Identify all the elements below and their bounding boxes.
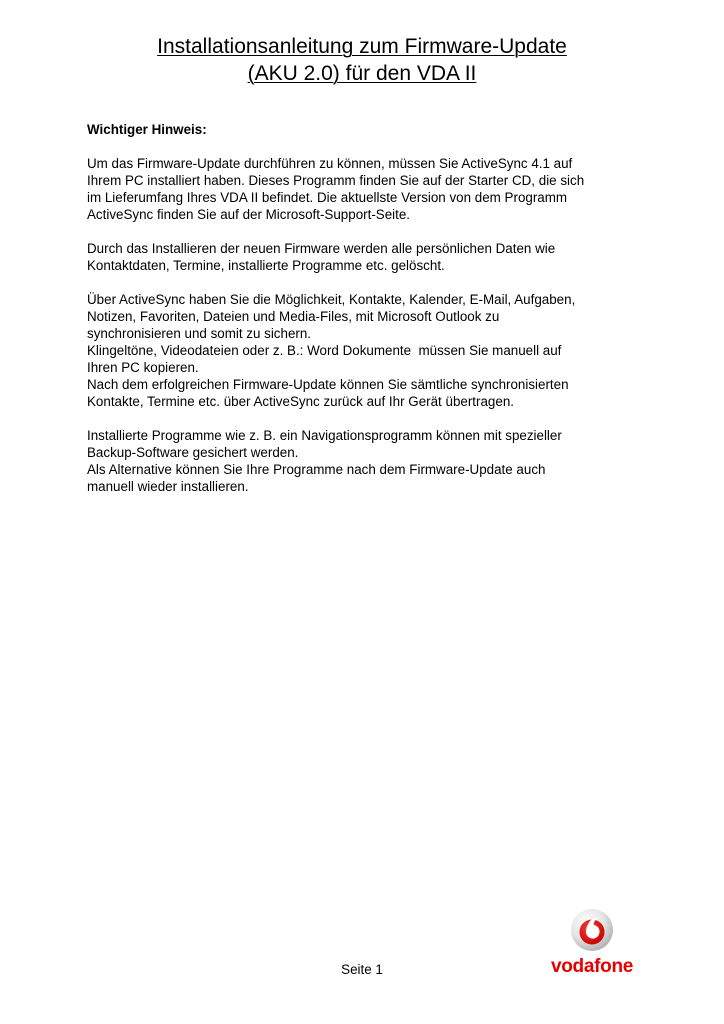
paragraph-sync-backup <box>87 291 647 410</box>
text-line: Ihren PC kopieren. <box>87 360 199 375</box>
text-line: Nach dem erfolgreichen Firmware-Update können Sie sämtliche synchronisierten <box>87 377 569 392</box>
text-line: Kontakte, Termine etc. über ActiveSync zurück auf Ihr Gerät übertragen. <box>87 394 514 409</box>
vodafone-wordmark: vodafone <box>550 956 634 977</box>
vodafone-speechmark-icon <box>570 908 614 952</box>
text-line: im Lieferumfang Ihres VDA II befindet. Die aktuellste Version von dem Programm <box>87 190 568 205</box>
vodafone-logo <box>540 908 644 980</box>
text-line: Klingeltöne, Videodateien oder z. B.: Word Dokumente müssen Sie manuell auf <box>87 343 562 358</box>
paragraph-activesync-requirement <box>87 155 647 223</box>
document-body <box>87 121 647 512</box>
paragraph-data-deletion <box>87 240 647 274</box>
text-line: manuell wieder installieren. <box>87 479 249 494</box>
text-line: Notizen, Favoriten, Dateien und Media-Files, mit Microsoft Outlook zu <box>87 309 500 324</box>
paragraph-programs <box>87 427 647 495</box>
text-line: Um das Firmware-Update durchführen zu können, müssen Sie ActiveSync 4.1 auf <box>87 156 573 171</box>
page-number: Seite 1 <box>341 962 383 977</box>
text-line: Installierte Programme wie z. B. ein Navigationsprogramm können mit spezieller <box>87 428 562 443</box>
text-line: synchronisieren und somit zu sichern. <box>87 326 312 341</box>
text-line: Als Alternative können Sie Ihre Programme nach dem Firmware-Update auch <box>87 462 546 477</box>
title-line-2: (AKU 2.0) für den VDA II <box>247 62 477 85</box>
notice-heading: Wichtiger Hinweis: <box>87 122 207 137</box>
text-line: Backup-Software gesichert werden. <box>87 445 299 460</box>
text-line: Ihrem PC installiert haben. Dieses Programm finden Sie auf der Starter CD, die sich <box>87 173 585 188</box>
text-line: Durch das Installieren der neuen Firmware werden alle persönlichen Daten wie <box>87 241 556 256</box>
text-line: ActiveSync finden Sie auf der Microsoft-Support-Seite. <box>87 207 411 222</box>
text-line: Über ActiveSync haben Sie die Möglichkeit, Kontakte, Kalender, E-Mail, Aufgaben, <box>87 292 576 307</box>
document-title <box>0 33 724 87</box>
text-line: Kontaktdaten, Termine, installierte Programme etc. gelöscht. <box>87 258 445 273</box>
title-line-1: Installationsanleitung zum Firmware-Update <box>157 35 567 58</box>
